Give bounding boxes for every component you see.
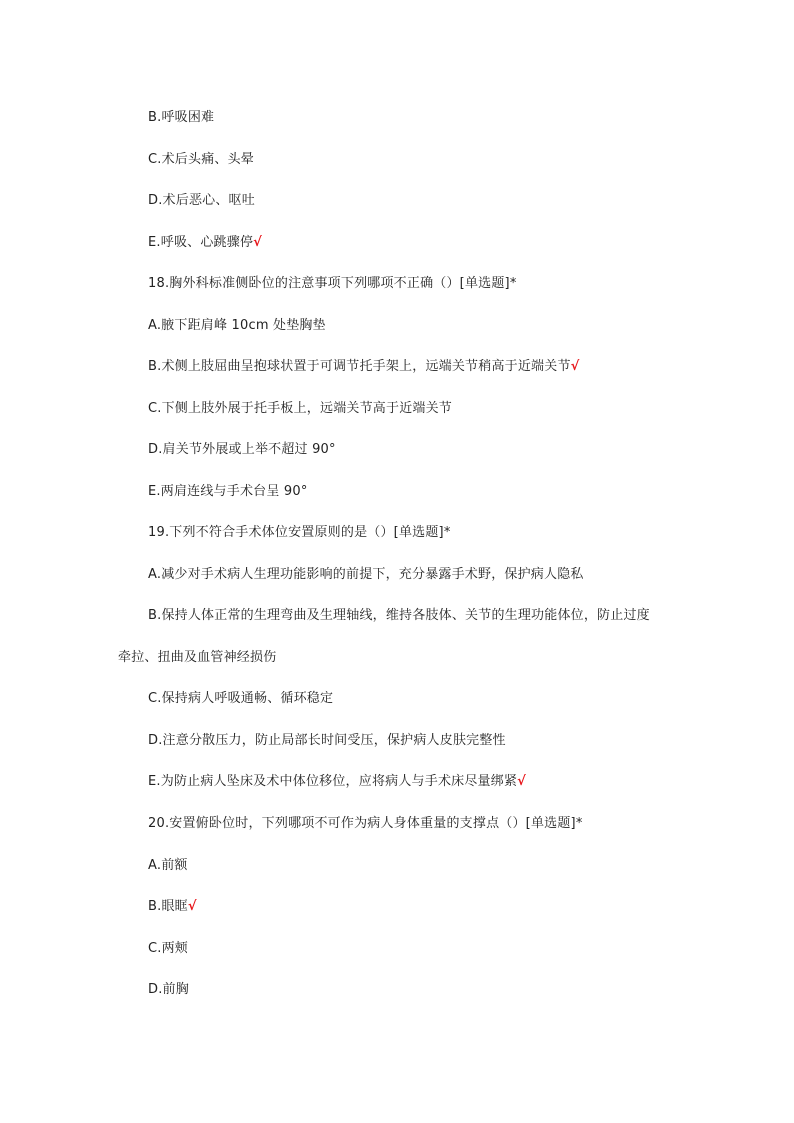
option-b-continuation: 牵拉、扭曲及血管神经损伤 bbox=[118, 650, 277, 665]
correct-mark: √ bbox=[253, 235, 263, 250]
correct-mark: √ bbox=[570, 359, 580, 374]
option-c-line: C.两颊 bbox=[148, 941, 189, 956]
correct-mark: √ bbox=[517, 774, 527, 789]
option-a-line: A.腋下距肩峰 10cm 处垫胸垫 bbox=[148, 318, 326, 333]
question-18: 18.胸外科标准侧卧位的注意事项下列哪项不正确（）[单选题]* bbox=[148, 276, 517, 291]
option-a-line: A.减少对手术病人生理功能影响的前提下，充分暴露手术野，保护病人隐私 bbox=[148, 567, 584, 582]
correct-mark: √ bbox=[187, 899, 197, 914]
option-c-line: C.术后头痛、头晕 bbox=[148, 152, 255, 167]
option-b-line: B.保持人体正常的生理弯曲及生理轴线，维持各肢体、关节的生理功能体位，防止过度 bbox=[148, 608, 650, 623]
option-d-line: D.前胸 bbox=[148, 982, 189, 997]
option-d-line: D.术后恶心、呕吐 bbox=[148, 193, 255, 208]
option-b-line: B.眼眶√ bbox=[148, 899, 197, 914]
option-d-line: D.注意分散压力，防止局部长时间受压，保护病人皮肤完整性 bbox=[148, 733, 506, 748]
option-c-line: C.下侧上肢外展于托手板上，远端关节高于近端关节 bbox=[148, 401, 453, 416]
option-e-line: E.两肩连线与手术台呈 90° bbox=[148, 484, 308, 499]
question-19: 19.下列不符合手术体位安置原则的是（）[单选题]* bbox=[148, 525, 451, 540]
option-a-line: A.前额 bbox=[148, 858, 188, 873]
option-e-line: E.呼吸、心跳骤停√ bbox=[148, 235, 263, 250]
option-b-line: B.术侧上肢屈曲呈抱球状置于可调节托手架上，远端关节稍高于近端关节√ bbox=[148, 359, 580, 374]
option-d-line: D.肩关节外展或上举不超过 90° bbox=[148, 442, 336, 457]
option-b-line: B.呼吸困难 bbox=[148, 110, 215, 125]
question-20: 20.安置俯卧位时，下列哪项不可作为病人身体重量的支撑点（）[单选题]* bbox=[148, 816, 583, 831]
option-e-line: E.为防止病人坠床及术中体位移位，应将病人与手术床尽量绑紧√ bbox=[148, 774, 527, 789]
option-c-line: C.保持病人呼吸通畅、循环稳定 bbox=[148, 691, 334, 706]
